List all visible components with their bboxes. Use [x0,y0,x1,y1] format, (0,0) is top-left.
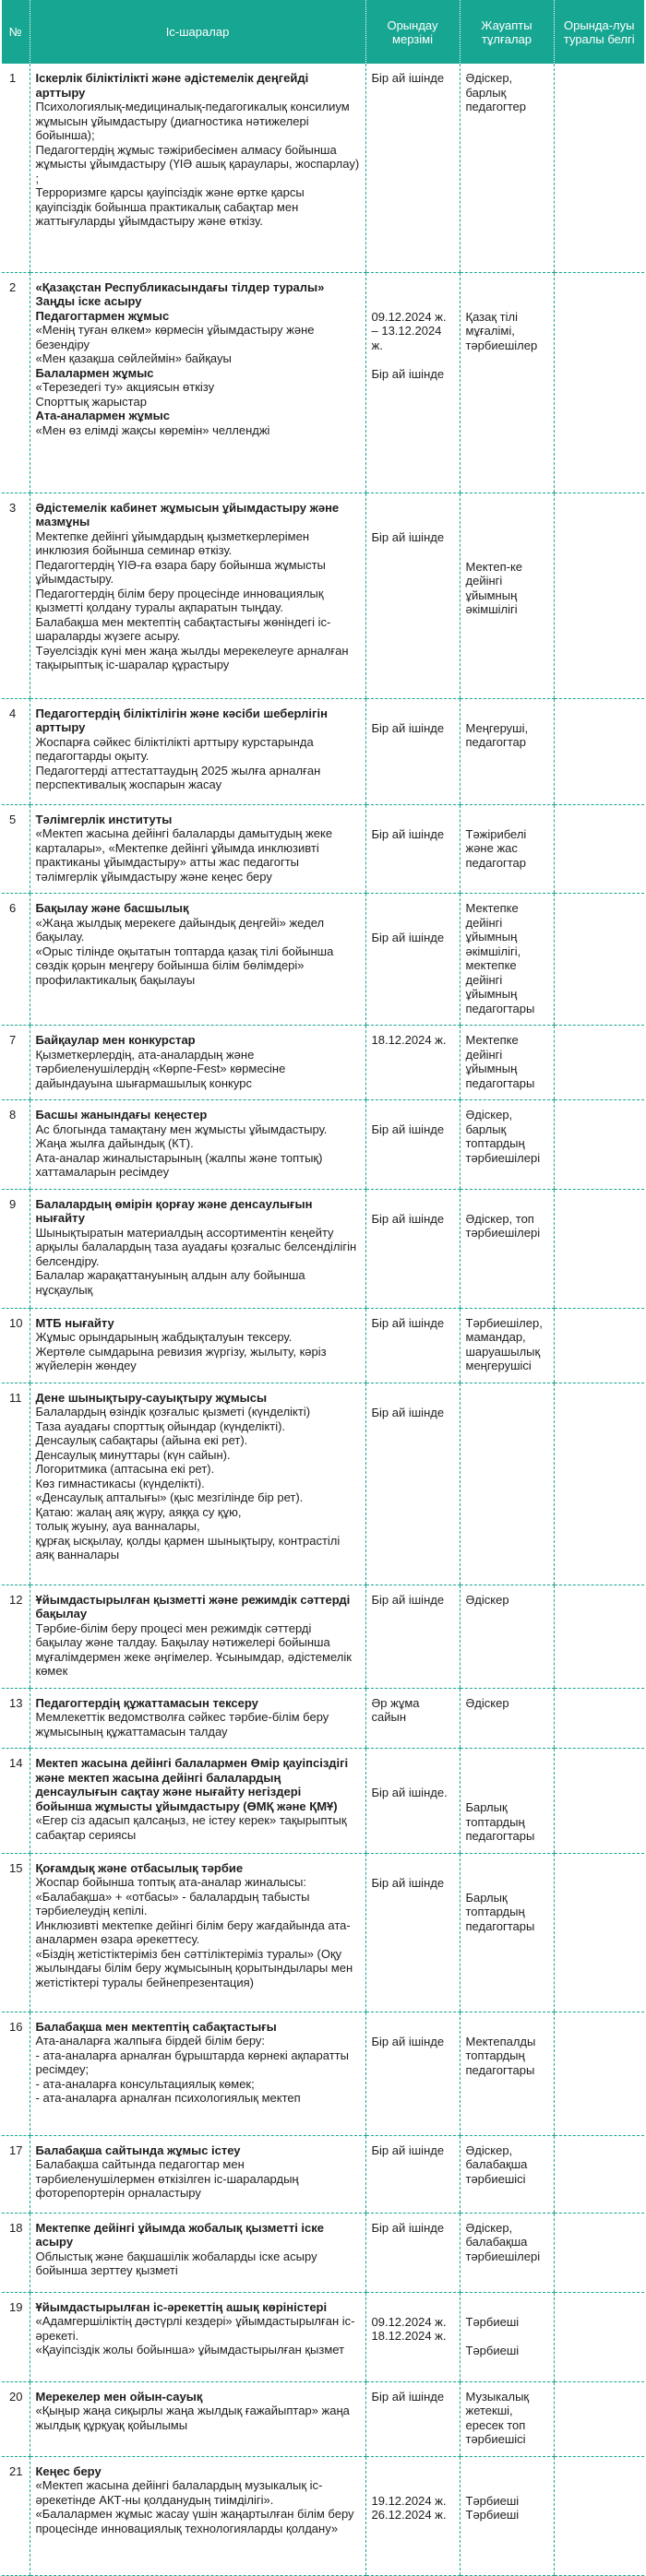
deadline-text: Бір ай ішінде [371,2143,445,2157]
spacer [466,516,548,530]
table-row [2,1749,644,1854]
header-mark: Орында-луы туралы белгі [554,0,644,64]
responsible-text: Барлық топтардың педагогтары [465,1800,535,1843]
spacer [466,280,548,295]
event-text: «Жаңа жылдық мерекеге дайындық деңгейі» жедел бақылау. [35,915,325,944]
row-number: 17 [2,2135,30,2213]
row-number: 2 [2,272,30,493]
responsible-cell [460,1585,554,1688]
spacer [466,2300,548,2315]
event-text: Жаңа жылға дайындық (КТ). [35,1136,194,1150]
event-text: «Орыс тілінде оқытатын топтарда қазақ тілі бойынша сөздік қорын меңгеру бойынша білім бөлімдері» профилактикалық бақылауы [35,944,334,987]
mark-cell [554,2381,644,2456]
event-cell [30,2012,365,2135]
deadline-text: Бір ай ішінде [371,1405,445,1419]
deadline-text: Бір ай ішінде [371,71,445,85]
event-text: Дене шынықтыру-сауықтыру жұмысы [35,1390,268,1405]
table-row [2,272,644,493]
deadline-text: Бір ай ішінде [371,2220,445,2235]
spacer [372,2479,454,2494]
deadline-text: Бір ай ішінде [371,1875,445,1890]
header-number: № [2,0,30,64]
deadline-cell [365,1026,460,1100]
event-text: Қоғамдық және отбасылық тәрбие [35,1860,244,1875]
plan-document [2,0,644,2576]
row-number: 13 [2,1688,30,1749]
event-text: Мектепке дейінгі ұйымдардың қызметкерлерімен инклюзия бойынша семинар өткізу. [35,528,309,557]
spacer [372,1756,454,1771]
event-text: «Балабақша» + «отбасы» - балалардың табысты тәрбиелеудің кепілі. [35,1889,310,1917]
event-text: Ата-аналармен жұмыс [35,409,170,422]
spacer [466,2479,548,2494]
responsible-text: Тәрбиеші [465,2508,520,2522]
table-row [2,1026,644,1100]
spacer [372,706,454,721]
mark-cell [554,2135,644,2213]
mark-cell [554,2213,644,2292]
responsible-text: Тәрбиеші [465,2344,520,2357]
mark-cell [554,272,644,493]
event-text: «Мен өз елімді жақсы көремін» челленджі [35,422,270,437]
event-text: Тәрбие-білім беру процесі мен режимдік сәттерді бақылау және талдау. Бақылау нәтижелері бойынша мұғалімдермен жеке әңгімелер. Ұсынымдар, әдістемелік көмек [35,1620,352,1678]
responsible-cell [460,1100,554,1190]
spacer [466,706,548,721]
responsible-text: Әдіскер, балабақша тәрбиешілері [465,2220,541,2263]
deadline-cell [365,1749,460,1854]
event-text: Жоспар бойынша топтық ата-аналар жиналысы: [35,1875,306,1889]
deadline-cell [365,1853,460,2012]
event-text: Жоспарға сәйкес біліктілікті арттыру курстарында педагогтарды оқыту. [35,734,314,763]
spacer [372,1391,454,1406]
spacer [372,352,454,367]
deadline-text: Бір ай ішінде [371,931,445,944]
deadline-text: Бір ай ішінде [371,1211,445,1226]
row-number: 10 [2,1308,30,1383]
spacer [466,1786,548,1800]
row-number: 5 [2,804,30,894]
event-cell [30,698,365,804]
table-row [2,2381,644,2456]
table-row [2,1383,644,1585]
spacer [372,280,454,295]
event-text: Балалардың өмірін қорғау және денсаулығын нығайту [35,1196,313,1225]
responsible-text: Мектепке дейінгі ұйымның әкімшілігі, мектепке дейінгі ұйымның педагогтары [465,901,535,1015]
responsible-text: Барлық топтардың педагогтары [465,1890,535,1933]
spacer [372,2464,454,2479]
event-text: «Адамгершіліктің дәстүрлі кездері» ұйымдастырылған іс-әрекеті. [35,2314,355,2343]
event-text: Қызметкерлердің, ата-аналардың және тәрбиеленушілердің «Көрпе-Fest» көрмесіне дайындауына шығармашылық конкурс [35,1047,286,1090]
row-number: 8 [2,1100,30,1190]
event-text: Педагогтердің ҮІӘ-ға өзара бару бойынша жұмысты ұйымдастыру. [35,557,326,586]
responsible-cell [460,1749,554,1854]
deadline-cell [365,2213,460,2292]
event-text: «Мектеп жасына дейінгі балалардың музыкалық іс-әрекетінде АКТ-ны қолданудың тиімділігі». [35,2478,323,2507]
event-text: Балабақша сайтында педагогтар мен тәрбиеленушілермен өткізілген іс-шаралардың фоторепортерін орналастыру [35,2157,299,2200]
table-row [2,2456,644,2575]
event-text: «Біздің жетістіктеріміз бен сәттіліктеріміз туралы» (Оқу жылындағы білім беру жұмысының қорытындылары мен жетістіктері туралы бейнепрезентация) [35,1946,353,1989]
event-text: Байқаулар мен конкурстар [35,1033,196,1047]
spacer [372,295,454,310]
responsible-cell [460,64,554,272]
row-number: 9 [2,1189,30,1308]
deadline-cell [365,2012,460,2135]
event-text: - ата-аналарға консультациялық көмек; [35,2076,255,2091]
spacer [372,501,454,516]
mark-cell [554,698,644,804]
event-cell [30,2135,365,2213]
responsible-text: Меңгеруші, педагогтар [465,720,529,749]
row-number: 4 [2,698,30,804]
spacer [372,2020,454,2035]
event-cell [30,2292,365,2381]
event-text: «Терезедегі ту» акциясын өткізу [35,380,215,394]
responsible-cell [460,1026,554,1100]
spacer [466,1756,548,1771]
event-text: Мерекелер мен ойын-сауық [35,2389,203,2404]
mark-cell [554,1688,644,1749]
mark-cell [554,1189,644,1308]
event-cell [30,1383,365,1585]
event-text: Таза ауадағы спорттық ойындар (күнделікті). [35,1419,286,1433]
responsible-cell [460,1688,554,1749]
responsible-text: Тәрбиешілер, мамандар, шаруашылық меңгерушісі [465,1315,543,1372]
deadline-cell [365,272,460,493]
mark-cell [554,804,644,894]
mark-cell [554,1100,644,1190]
event-text: Ата-аналар жиналыстарының (жалпы және топтық) хаттамаларын ресімдеу [35,1150,323,1179]
mark-cell [554,1308,644,1383]
spacer [372,901,454,916]
mark-cell [554,493,644,698]
mark-cell [554,1026,644,1100]
event-cell [30,1026,365,1100]
deadline-text: Бір ай ішінде [371,1315,445,1330]
event-text: Мектепке дейінгі ұйымда жобалық қызметті іске асыру [35,2220,325,2249]
table-row [2,2012,644,2135]
responsible-text: Әдіскер [465,1592,509,1607]
event-text: - ата-аналарға арналған бұрыштарда көрнекі ақпаратты ресімдеу; [35,2048,349,2076]
event-cell [30,2381,365,2456]
event-text: Әдістемелік кабинет жұмысын ұйымдастыру және мазмұны [35,500,340,528]
deadline-cell [365,804,460,894]
table-row [2,804,644,894]
event-text: Басшы жанындағы кеңестер [35,1108,208,1122]
responsible-cell [460,2135,554,2213]
responsible-cell [460,2292,554,2381]
row-number: 15 [2,1853,30,2012]
row-number: 3 [2,493,30,698]
deadline-cell [365,894,460,1026]
event-text: «Мен қазақша сөйлеймін» байқауы [35,351,232,365]
event-text: Жертөле сымдарына ревизия жүргізу, жылыту, кәріз жүйелерін жөндеу [35,1344,327,1372]
responsible-cell [460,698,554,804]
event-text: Балалармен жұмыс [35,365,154,380]
responsible-cell [460,2012,554,2135]
deadline-text: Бір ай ішінде [371,1592,445,1607]
mark-cell [554,2292,644,2381]
responsible-cell [460,2456,554,2575]
event-text: Ұйымдастырылған іс-әрекеттің ашық көріністері [35,2299,328,2314]
event-cell [30,1100,365,1190]
event-cell [30,804,365,894]
responsible-text: Әдіскер, балабақша тәрбиешісі [465,2143,528,2186]
responsible-cell [460,2381,554,2456]
responsible-text: Мектеп-ке дейінгі ұйымның әкімшілігі [465,559,523,616]
row-number: 18 [2,2213,30,2292]
event-text: құрғақ ысқылау, қолды қармен шынықтыру, контрастілі аяқ ванналары [35,1533,341,1561]
event-text: Жұмыс орындарының жабдықталуын тексеру. [35,1330,293,1344]
event-text: Ата-аналарға жалпыға бірдей білім беру: [35,2034,266,2048]
event-cell [30,1749,365,1854]
spacer [372,1771,454,1786]
spacer [466,2464,548,2479]
deadline-cell [365,64,460,272]
event-text: «Қазақстан Республикасындағы тілдер туралы» Заңды іске асыру [35,279,325,308]
deadline-cell [365,1688,460,1749]
spacer [466,813,548,827]
deadline-cell [365,2456,460,2575]
event-text: Денсаулық сабақтары (айына екі рет). [35,1433,248,1447]
header-deadline: Орындау мерзімі [365,0,460,64]
table-header-row [2,0,644,64]
table-body [2,64,644,2575]
deadline-cell [365,2135,460,2213]
deadline-text: 19.12.2024 ж. [371,2493,447,2508]
responsible-cell [460,1383,554,1585]
responsible-cell [460,804,554,894]
table-row [2,1100,644,1190]
responsible-cell [460,1308,554,1383]
event-text: Мектеп жасына дейінгі балалармен Өмір қауіпсіздігі және мектеп жасына дейінгі балалардың денсаулығын сақтау және нығайту негіздері бойынша жұмысты ұйымдастыру (ӨМҚ және ҚМҰ) [35,1756,349,1813]
event-text: «Қауіпсіздік жолы бойынша» ұйымдастырылған қызмет [35,2343,345,2356]
event-cell [30,2456,365,2575]
deadline-cell [365,1189,460,1308]
spacer [466,295,548,310]
event-text: Іскерлік біліктілікті және әдістемелік деңгейді арттыру [35,71,309,100]
event-text: «Егер сіз адасып қалсаңыз, не істеу керек» тақырыптық сабақтар сериясы [35,1813,347,1842]
event-text: Педагогтердің біліктілігін және кәсіби шеберлігін арттыру [35,706,328,734]
event-text: Мемлекеттік ведомстволға сәйкес тәрбие-білім беру жұмысының құжаттамасын талдау [35,1710,329,1739]
event-text: Инклюзивті мектепке дейінгі білім беру жағдайында ата-аналармен өзара әрекеттесу. [35,1917,351,1946]
event-text: Балабақша сайтында жұмыс істеу [35,2143,241,2157]
responsible-text: Тәрбиеші [465,2493,520,2508]
deadline-text: 09.12.2024 ж. [371,2314,447,2329]
deadline-text: Бір ай ішінде [371,367,445,381]
deadline-cell [365,1308,460,1383]
event-cell [30,1308,365,1383]
mark-cell [554,1749,644,1854]
spacer [372,1861,454,1876]
event-cell [30,272,365,493]
spacer [372,1197,454,1212]
deadline-cell [365,1100,460,1190]
event-text: - ата-аналарға арналған психологиялық мектеп [35,2091,301,2105]
table-row [2,1853,644,2012]
deadline-text: 18.12.2024 ж. [371,2329,447,2343]
deadline-cell [365,2381,460,2456]
event-text: Көз гимнастикасы (күнделікті). [35,1476,205,1490]
spacer [372,916,454,931]
responsible-text: Қазақ тілі мұғалімі, тәрбиешілер [465,309,538,352]
event-text: Ұйымдастырылған қызметті және режимдік сәттерді бақылау [35,1592,351,1620]
spacer [466,545,548,560]
mark-cell [554,2456,644,2575]
event-text: «Менің туған өлкем» көрмесін ұйымдастыру және безендіру [35,323,315,351]
row-number: 21 [2,2456,30,2575]
event-text: Педагогтармен жұмыс [35,308,170,323]
deadline-cell [365,493,460,698]
event-cell [30,1189,365,1308]
responsible-text: Әдіскер, барлық педагогтер [465,71,526,113]
row-number: 20 [2,2381,30,2456]
event-text: Балалардың өзіндік қозғалыс қызметі (күнделікті) [35,1405,311,1419]
event-text: Логоритмика (аптасына екі рет). [35,1462,215,1476]
row-number: 7 [2,1026,30,1100]
event-text: «Балалармен жұмыс жасау үшін жаңартылған білім беру процесінде инновациялық технологияларды қолдану» [35,2507,354,2535]
event-cell [30,493,365,698]
deadline-text: Бір ай ішінде [371,2034,445,2048]
event-text: Ас блогында тамақтану мен жұмысты ұйымдастыру. [35,1122,328,1136]
spacer [466,2020,548,2035]
event-text: Денсаулық минуттары (күн сайын). [35,1447,231,1462]
row-number: 19 [2,2292,30,2381]
spacer [466,530,548,545]
event-text: Қатаю: жалаң аяқ жүру, аяққа су құю, [35,1504,242,1519]
table-row [2,1189,644,1308]
spacer [372,1108,454,1122]
responsible-cell [460,1853,554,2012]
table-row [2,2292,644,2381]
deadline-text: Бір ай ішінде. [371,1786,448,1799]
event-cell [30,1688,365,1749]
header-event: Іс-шаралар [30,0,365,64]
deadline-cell [365,1585,460,1688]
event-cell [30,64,365,272]
event-text: Педагогтерді аттестаттаудың 2025 жылға арналған перспективалық жоспарын жасау [35,763,321,791]
table-row [2,493,644,698]
table-row [2,894,644,1026]
deadline-text: Бір ай ішінде [371,2389,445,2404]
event-text: Педагогтердің білім беру процесінде инновациялық қызметті қолдану туралы ақпаратын тыңдау. [35,586,324,614]
responsible-text: Мектепке дейінгі ұйымның педагогтары [465,1033,535,1090]
event-text: Педагогтердің жұмыс тәжірибесімен алмасу бойынша жұмысты ұйымдастыру (ҮІӘ ашық қараулары, жоспарлау) ; [35,142,360,185]
responsible-text: Тәрбиеші [465,2314,520,2329]
responsible-cell [460,493,554,698]
responsible-text: Мектепалды топтардың педагогтары [465,2034,536,2077]
responsible-cell [460,272,554,493]
table-row [2,2213,644,2292]
deadline-text: 18.12.2024 ж. [371,1033,447,1047]
table-row [2,698,644,804]
event-text: Тәлімгерлік институты [35,812,173,826]
deadline-text: Бір ай ішінде [371,529,445,544]
event-text: Терроризмге қарсы қауіпсіздік және өртке қарсы қауіпсіздік бойынша практикалық сабақтар мен жаттығуларды ұйымдастыру және өткізу. [35,185,305,228]
responsible-text: Музыкалық жетекші, ересек топ тәрбиешісі [465,2389,530,2446]
responsible-text: Тәжірибелі және жас педагогтар [465,826,527,870]
row-number: 11 [2,1383,30,1585]
responsible-cell [460,1189,554,1308]
row-number: 1 [2,64,30,272]
row-number: 12 [2,1585,30,1688]
table-row [2,2135,644,2213]
event-text: Психологиялық-медициналық-педагогикалық консилиум жұмысын ұйымдастыру (диагностика нәтижелері бойынша); [35,100,350,142]
event-text: Спорттық жарыстар [35,394,147,409]
event-cell [30,1585,365,1688]
responsible-text: Әдіскер, топ тәрбиешілері [465,1211,541,1240]
spacer [466,1876,548,1891]
event-text: «Мектеп жасына дейінгі балаларды дамытудың жеке карталары», «Мектепке дейінгі ұйымда инклюзивті практиканы ұйымдастыру» атты жас педагогты тәлімгерлік ұйымдастыру және кеңес беру [35,826,333,884]
spacer [372,516,454,530]
mark-cell [554,1585,644,1688]
spacer [372,813,454,827]
responsible-cell [460,894,554,1026]
event-text: Педагогтердің құжаттамасын тексеру [35,1695,258,1710]
deadline-cell [365,1383,460,1585]
header-responsible: Жауапты тұлғалар [460,0,554,64]
deadline-text: 26.12.2024 ж. [371,2508,447,2522]
deadline-text: Әр жұма сайын [371,1695,420,1724]
event-cell [30,894,365,1026]
responsible-text: Әдіскер, барлық топтардың тәрбиешілері [465,1108,541,1165]
responsible-text: Әдіскер [465,1695,509,1710]
table-row [2,64,644,272]
event-text: Балабақша мен мектептің сабақтастығы жөніндегі іс-шараларды жүзеге асыру. [35,614,331,643]
mark-cell [554,64,644,272]
event-cell [30,1853,365,2012]
table-row [2,1308,644,1383]
event-text: Бақылау және басшылық [35,901,189,915]
responsible-cell [460,2213,554,2292]
deadline-cell [365,2292,460,2381]
deadline-text: Бір ай ішінде [371,1122,445,1136]
deadline-text: 09.12.2024 ж. – 13.12.2024 ж. [371,309,447,352]
event-text: Облыстық және бақшашілік жобаларды іске асыру бойынша зерттеу қызметі [35,2249,317,2277]
row-number: 16 [2,2012,30,2135]
deadline-cell [365,698,460,804]
plan-table [2,0,644,2576]
table-row [2,1688,644,1749]
event-text: Балабақша мен мектептің сабақтастығы [35,2019,277,2034]
spacer [466,2329,548,2344]
event-text: «Қыңыр жаңа сиқырлы жаңа жылдық ғажайыптар» жаңа жылдық құрқуақ қойылымы [35,2404,350,2432]
deadline-text: Бір ай ішінде [371,826,445,841]
spacer [372,2300,454,2315]
mark-cell [554,2012,644,2135]
event-cell [30,2213,365,2292]
event-text: Тәуелсіздік күні мен жаңа жылды мерекелеуге арналған тақырыптық іс-шаралар құрастыру [35,643,349,671]
spacer [466,1197,548,1212]
mark-cell [554,894,644,1026]
event-text: Балалар жарақаттануының алдын алу бойынша нұсқаулық [35,1268,305,1297]
row-number: 6 [2,894,30,1026]
event-text: МТБ нығайту [35,1315,114,1330]
mark-cell [554,1853,644,2012]
table-row [2,1585,644,1688]
spacer [466,1861,548,1876]
event-text: толық жуыну, ауа ванналары, [35,1519,200,1533]
mark-cell [554,1383,644,1585]
event-text: Шынықтыратын материалдың ассортиментін кеңейту арқылы балалардың таза ауадағы қозғалыс белсенділігін белсендіру. [35,1225,357,1268]
event-text: «Денсаулық апталығы» (қыс мезгілінде бір рет). [35,1490,304,1504]
deadline-text: Бір ай ішінде [371,720,445,735]
row-number: 14 [2,1749,30,1854]
spacer [466,1771,548,1786]
spacer [466,501,548,516]
event-text: Кеңес беру [35,2463,102,2478]
